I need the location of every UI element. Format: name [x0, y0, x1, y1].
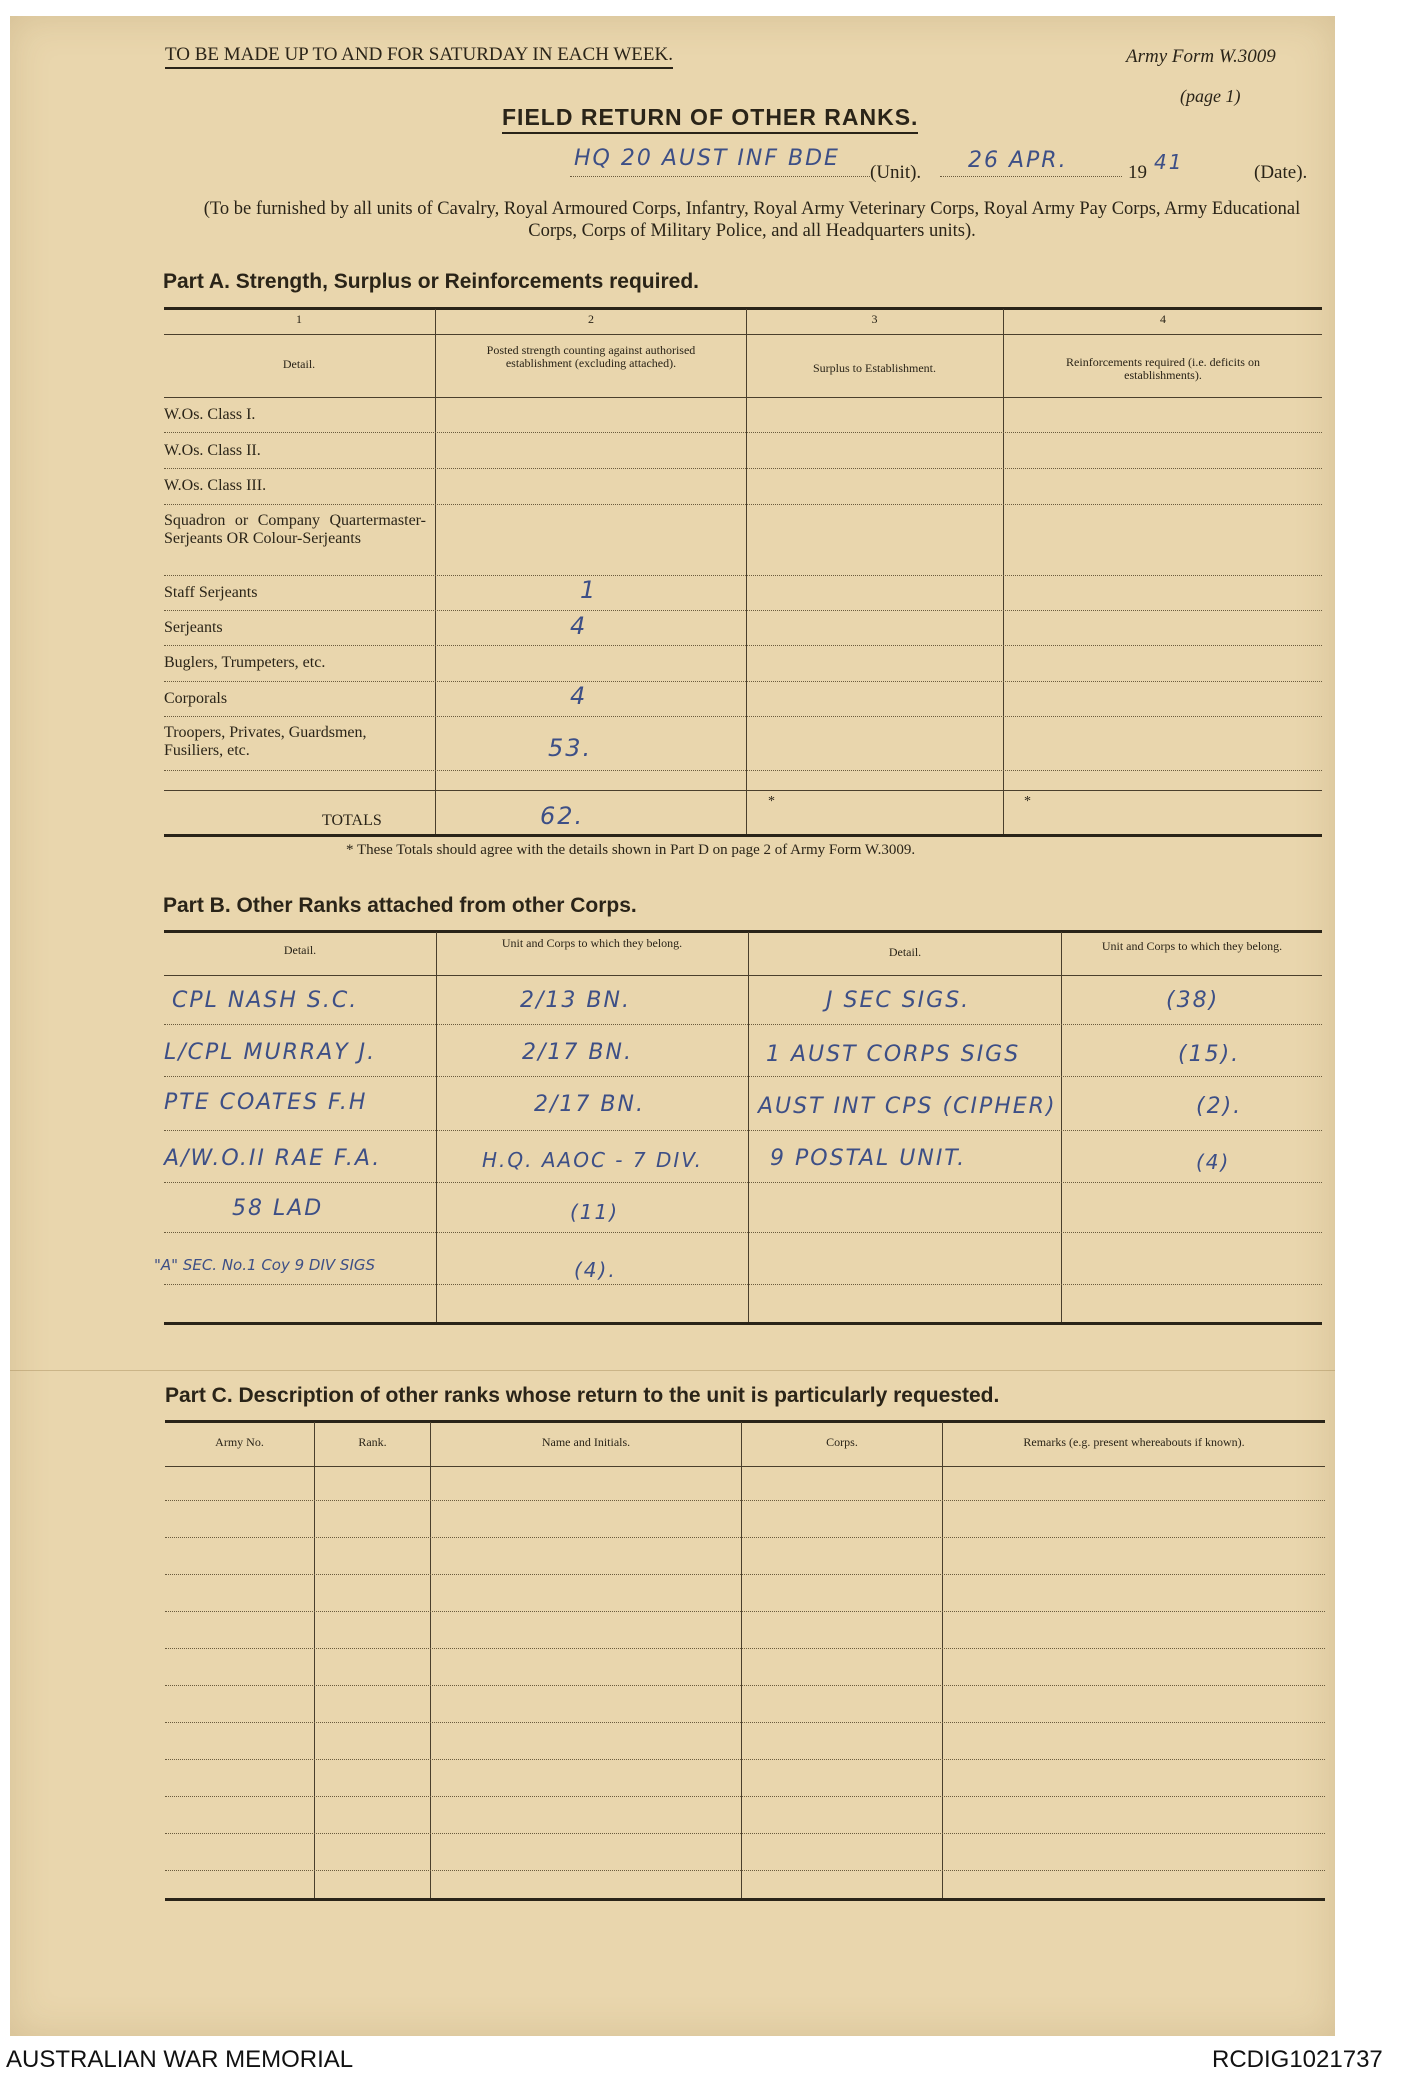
row-label-cqms: Squadron or Company Quartermaster-Serjeants OR Colour-Serjeants: [164, 512, 426, 547]
part-b-head-rule: [164, 975, 1322, 976]
part-b-row-rule: [164, 1232, 1322, 1233]
page-number: (page 1): [1180, 86, 1241, 106]
form-title: FIELD RETURN OF OTHER RANKS.: [502, 104, 918, 134]
attached-detail: CPL NASH S.C.: [172, 988, 359, 1013]
part-b-bottom-rule: [164, 1322, 1322, 1325]
posted-serjeants: 4: [570, 612, 588, 640]
totals-label: TOTALS: [322, 812, 382, 829]
row-rule: [164, 716, 1322, 717]
attached-detail: AUST INT CPS (CIPHER): [758, 1094, 1057, 1119]
reinforcements-asterisk: *: [1024, 794, 1031, 809]
row-rule: [164, 645, 1322, 646]
year-entry: 41: [1154, 150, 1184, 174]
row-label-staff-serjeants: Staff Serjeants: [164, 584, 258, 601]
part-b-col-head-detail-left: Detail.: [283, 943, 317, 957]
part-b-col-head-unit-left: Unit and Corps to which they belong.: [501, 936, 683, 950]
part-c-col-head-rank: Rank.: [358, 1435, 387, 1449]
fold-crease: [10, 1370, 1335, 1371]
part-c-col-divider: [741, 1422, 742, 1898]
attached-detail: J SEC SIGS.: [826, 988, 971, 1013]
part-a-head-rule: [164, 397, 1322, 398]
part-a-bottom-rule: [164, 834, 1322, 837]
surplus-asterisk: *: [768, 794, 775, 809]
part-c-row-rule: [165, 1833, 1325, 1834]
row-rule: [164, 504, 1322, 505]
part-b-col-divider: [748, 932, 749, 1322]
attached-unit: (38): [1166, 988, 1220, 1013]
unit-label: (Unit).: [870, 162, 922, 183]
part-a-col-head-surplus: Surplus to Establishment.: [813, 361, 936, 375]
part-c-row-rule: [165, 1537, 1325, 1538]
year-prefix: 19: [1128, 162, 1147, 183]
row-label-corporals: Corporals: [164, 690, 228, 707]
date-label: (Date).: [1254, 162, 1308, 183]
part-a-top-rule: [164, 307, 1322, 310]
part-b-heading: Part B. Other Ranks attached from other Corps.: [163, 894, 637, 917]
part-c-head-rule: [165, 1466, 1325, 1467]
attached-unit: H.Q. AAOC - 7 DIV.: [482, 1148, 703, 1172]
posted-corporals: 4: [570, 682, 588, 710]
part-c-row-rule: [165, 1870, 1325, 1871]
part-a-col-number: 1: [296, 312, 302, 326]
part-c-bottom-rule: [165, 1898, 1325, 1901]
totals-footnote: * These Totals should agree with the details shown in Part D on page 2 of Army Form W.3009.: [346, 842, 916, 858]
part-b-row-rule: [164, 1024, 1322, 1025]
part-b-col-divider: [436, 932, 437, 1322]
part-c-row-rule: [165, 1648, 1325, 1649]
attached-detail: "A" SEC. No.1 Coy 9 DIV SIGS: [154, 1256, 376, 1274]
row-label-wo1: W.Os. Class I.: [164, 406, 256, 423]
attached-detail: PTE COATES F.H: [164, 1090, 368, 1115]
row-label-privates: Troopers, Privates, Guardsmen, Fusiliers, etc.: [164, 724, 367, 759]
posted-staff-serjeants: 1: [580, 576, 598, 604]
part-c-col-head-remarks: Remarks (e.g. present whereabouts if known).: [1023, 1435, 1245, 1449]
attached-detail: 1 AUST CORPS SIGS: [766, 1042, 1021, 1067]
attached-unit: (15).: [1178, 1042, 1241, 1067]
attached-unit: 2/17 BN.: [522, 1040, 633, 1065]
part-a-col-divider: [746, 309, 747, 835]
attached-detail: A/W.O.II RAE F.A.: [164, 1146, 382, 1171]
totals-top-rule: [164, 790, 1322, 791]
part-b-row-rule: [164, 1284, 1322, 1285]
part-c-row-rule: [165, 1759, 1325, 1760]
attached-detail: 58 LAD: [232, 1196, 324, 1221]
part-c-col-divider: [314, 1422, 315, 1898]
archive-credit: AUSTRALIAN WAR MEMORIAL: [6, 2046, 354, 2073]
part-c-top-rule: [165, 1420, 1325, 1423]
row-label-serjeants: Serjeants: [164, 619, 223, 636]
row-rule: [164, 770, 1322, 771]
part-c-row-rule: [165, 1685, 1325, 1686]
attached-unit: (11): [570, 1200, 620, 1224]
part-c-col-head-corps: Corps.: [826, 1435, 858, 1449]
row-rule: [164, 610, 1322, 611]
part-b-col-head-unit-right: Unit and Corps to which they belong.: [1101, 939, 1283, 953]
part-a-col-head-detail: Detail.: [282, 357, 316, 371]
part-a-col-head-reinforcements: Reinforcements required (i.e. deficits on establishments).: [1066, 355, 1260, 382]
attached-unit: 2/13 BN.: [520, 988, 631, 1013]
part-c-col-divider: [430, 1422, 431, 1898]
part-a-col-number: 3: [871, 312, 878, 326]
form-number: Army Form W.3009: [1126, 46, 1276, 67]
part-a-col-head-posted: Posted strength counting against authorised establishment (excluding attached).: [486, 343, 696, 370]
part-a-col-divider: [435, 309, 436, 835]
part-b-row-rule: [164, 1076, 1322, 1077]
part-a-number-rule: [164, 334, 1322, 335]
units-note: (To be furnished by all units of Cavalry, Royal Armoured Corps, Infantry, Royal Army Veterinary Corps, Royal Army Pay Corps, Army Educational Corps, Corps of Military Police, and all Headquarters units).: [203, 199, 1301, 241]
part-a-col-number: 2: [588, 312, 594, 326]
unit-dotted-line: [570, 176, 870, 177]
part-a-heading: Part A. Strength, Surplus or Reinforcements required.: [163, 270, 699, 293]
part-c-row-rule: [165, 1500, 1325, 1501]
part-a-col-divider: [1003, 309, 1004, 835]
part-b-top-rule: [164, 930, 1322, 933]
row-rule: [164, 575, 1322, 576]
part-c-row-rule: [165, 1796, 1325, 1797]
weekly-instruction: TO BE MADE UP TO AND FOR SATURDAY IN EACH WEEK.: [165, 44, 673, 69]
part-b-col-divider: [1061, 932, 1062, 1322]
part-c-col-head-army-no: Army No.: [215, 1435, 264, 1449]
part-c-row-rule: [165, 1574, 1325, 1575]
totals-posted: 62.: [540, 802, 585, 830]
part-b-row-rule: [164, 1130, 1322, 1131]
archive-id: RCDIG1021737: [1212, 2046, 1383, 2073]
row-rule: [164, 681, 1322, 682]
date-dotted-line: [940, 176, 1122, 177]
part-c-row-rule: [165, 1611, 1325, 1612]
part-c-row-rule: [165, 1722, 1325, 1723]
part-a-col-number: 4: [1160, 312, 1166, 326]
row-rule: [164, 432, 1322, 433]
row-rule: [164, 468, 1322, 469]
unit-entry: HQ 20 AUST INF BDE: [574, 146, 840, 171]
attached-unit: (2).: [1196, 1094, 1243, 1119]
attached-detail: 9 POSTAL UNIT.: [770, 1146, 967, 1171]
attached-unit: (4).: [574, 1258, 617, 1282]
part-c-col-head-name: Name and Initials.: [541, 1435, 631, 1449]
part-b-row-rule: [164, 1182, 1322, 1183]
row-label-wo3: W.Os. Class III.: [164, 477, 267, 494]
attached-detail: L/CPL MURRAY J.: [164, 1040, 377, 1065]
part-b-col-head-detail-right: Detail.: [888, 945, 922, 959]
part-c-heading: Part C. Description of other ranks whose return to the unit is particularly requested.: [165, 1384, 1000, 1407]
date-entry: 26 APR.: [968, 148, 1068, 173]
posted-privates: 53.: [548, 734, 593, 762]
attached-unit: (4): [1196, 1150, 1231, 1174]
row-label-buglers: Buglers, Trumpeters, etc.: [164, 654, 326, 671]
row-label-wo2: W.Os. Class II.: [164, 442, 261, 459]
part-c-col-divider: [942, 1422, 943, 1898]
attached-unit: 2/17 BN.: [534, 1092, 645, 1117]
